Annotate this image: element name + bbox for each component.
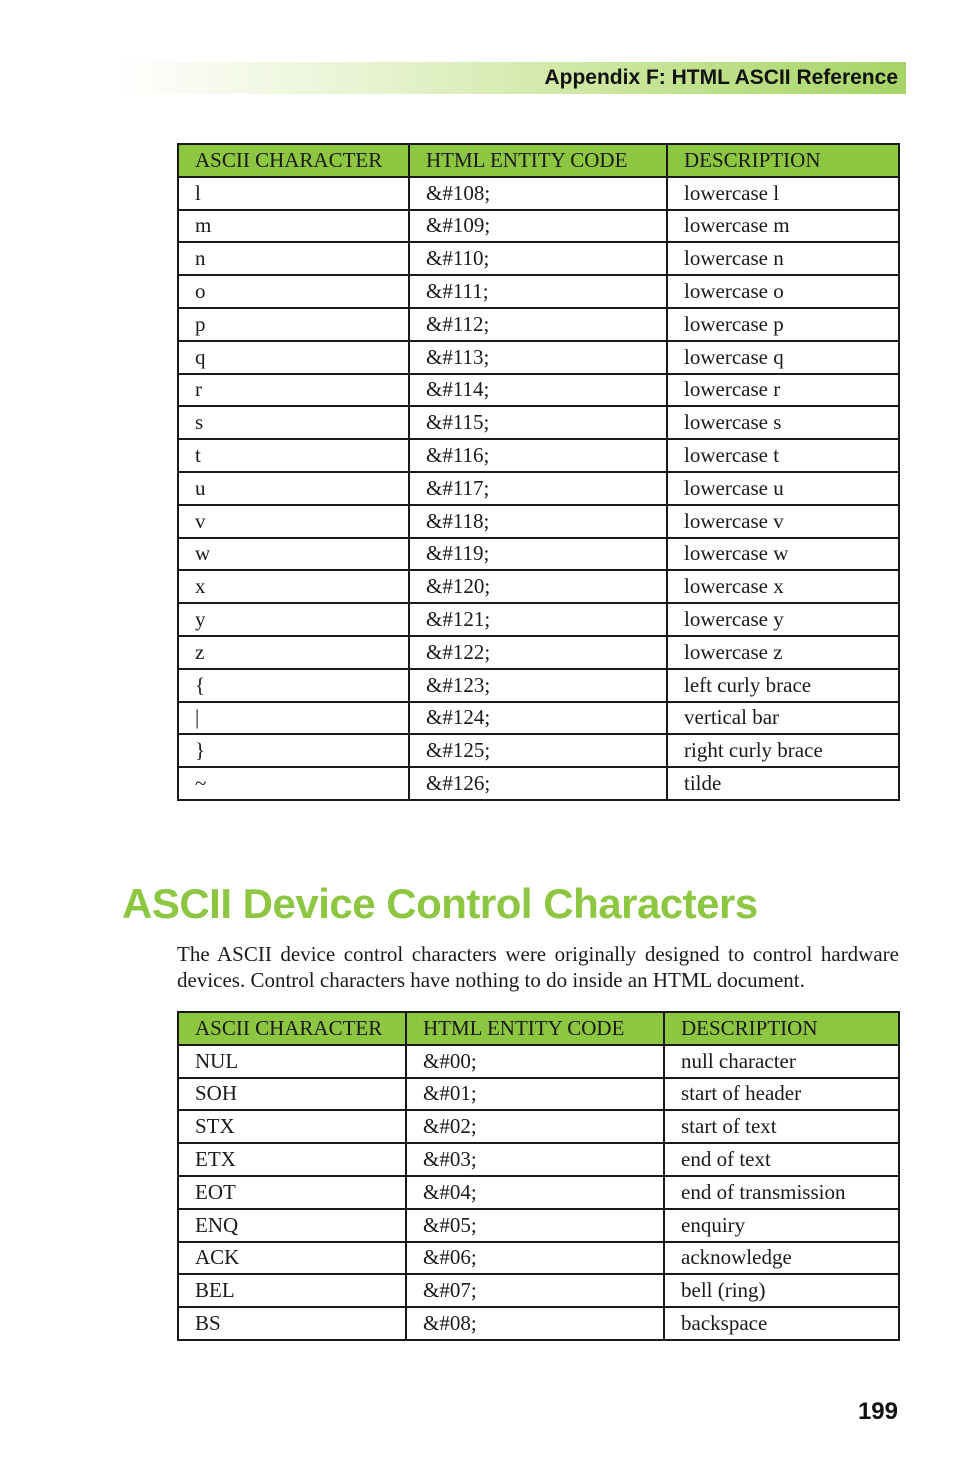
description-cell: lowercase o (667, 275, 899, 308)
entity-code-cell: &#03; (406, 1143, 664, 1176)
entity-code-cell: &#124; (409, 702, 667, 735)
table-row (178, 210, 899, 243)
entity-code-cell: &#05; (406, 1209, 664, 1242)
table-row (178, 1143, 899, 1176)
ascii-character-cell: u (178, 472, 409, 505)
entity-code-cell: &#115; (409, 406, 667, 439)
ascii-character-cell: p (178, 308, 409, 341)
entity-code-cell: &#07; (406, 1274, 664, 1307)
entity-code-cell: &#119; (409, 538, 667, 571)
table-row (178, 1110, 899, 1143)
ascii-character-cell: z (178, 636, 409, 669)
description-cell: end of text (664, 1143, 899, 1176)
ascii-character-cell: } (178, 734, 409, 767)
ascii-character-cell: o (178, 275, 409, 308)
entity-code-cell: &#108; (409, 177, 667, 210)
table-row (178, 341, 899, 374)
description-cell: lowercase v (667, 505, 899, 538)
table-row (178, 1176, 899, 1209)
description-cell: enquiry (664, 1209, 899, 1242)
entity-code-cell: &#118; (409, 505, 667, 538)
table-row (178, 374, 899, 407)
table-row (178, 603, 899, 636)
ascii-character-cell: v (178, 505, 409, 538)
entity-code-cell: &#110; (409, 242, 667, 275)
ascii-table-printable (177, 143, 900, 801)
column-header: ASCII CHARACTER (178, 1012, 406, 1045)
entity-code-cell: &#121; (409, 603, 667, 636)
ascii-table-control (177, 1011, 900, 1341)
description-cell: lowercase x (667, 570, 899, 603)
ascii-character-cell: SOH (178, 1078, 406, 1111)
table-row (178, 1209, 899, 1242)
column-header: DESCRIPTION (664, 1012, 899, 1045)
table-row (178, 1274, 899, 1307)
section-intro-paragraph: The ASCII device control characters were originally designed to control hardware devices. Control characters have nothing to do inside an HTML document. (177, 942, 899, 992)
table-row (178, 702, 899, 735)
description-cell: right curly brace (667, 734, 899, 767)
ascii-character-cell: ~ (178, 767, 409, 800)
description-cell: backspace (664, 1307, 899, 1340)
page-number: 199 (857, 1398, 898, 1425)
ascii-character-cell: x (178, 570, 409, 603)
description-cell: lowercase u (667, 472, 899, 505)
entity-code-cell: &#02; (406, 1110, 664, 1143)
table-row (178, 669, 899, 702)
table-row (178, 242, 899, 275)
ascii-character-cell: t (178, 439, 409, 472)
description-cell: lowercase r (667, 374, 899, 407)
table-row (178, 177, 899, 210)
column-header: DESCRIPTION (667, 144, 899, 177)
table-row (178, 734, 899, 767)
ascii-character-cell: r (178, 374, 409, 407)
table-row (178, 1307, 899, 1340)
description-cell: lowercase p (667, 308, 899, 341)
description-cell: start of text (664, 1110, 899, 1143)
table-row (178, 275, 899, 308)
entity-code-cell: &#06; (406, 1242, 664, 1275)
ascii-character-cell: w (178, 538, 409, 571)
entity-code-cell: &#111; (409, 275, 667, 308)
running-header-title: Appendix F: HTML ASCII Reference (544, 66, 898, 89)
ascii-character-cell: BEL (178, 1274, 406, 1307)
entity-code-cell: &#114; (409, 374, 667, 407)
entity-code-cell: &#04; (406, 1176, 664, 1209)
description-cell: vertical bar (667, 702, 899, 735)
description-cell: null character (664, 1045, 899, 1078)
description-cell: lowercase w (667, 538, 899, 571)
description-cell: lowercase l (667, 177, 899, 210)
entity-code-cell: &#08; (406, 1307, 664, 1340)
entity-code-cell: &#01; (406, 1078, 664, 1111)
table-row (178, 767, 899, 800)
table-row (178, 505, 899, 538)
description-cell: tilde (667, 767, 899, 800)
column-header: ASCII CHARACTER (178, 144, 409, 177)
table-row (178, 472, 899, 505)
description-cell: lowercase s (667, 406, 899, 439)
ascii-character-cell: q (178, 341, 409, 374)
table-row (178, 570, 899, 603)
entity-code-cell: &#113; (409, 341, 667, 374)
description-cell: lowercase t (667, 439, 899, 472)
description-cell: lowercase m (667, 210, 899, 243)
table-row (178, 439, 899, 472)
entity-code-cell: &#00; (406, 1045, 664, 1078)
description-cell: acknowledge (664, 1242, 899, 1275)
table-row (178, 1242, 899, 1275)
ascii-character-cell: y (178, 603, 409, 636)
ascii-character-cell: { (178, 669, 409, 702)
description-cell: lowercase y (667, 603, 899, 636)
entity-code-cell: &#117; (409, 472, 667, 505)
description-cell: start of header (664, 1078, 899, 1111)
table-header-row (178, 1012, 899, 1045)
ascii-character-cell: | (178, 702, 409, 735)
description-cell: bell (ring) (664, 1274, 899, 1307)
description-cell: lowercase q (667, 341, 899, 374)
ascii-character-cell: ACK (178, 1242, 406, 1275)
ascii-character-cell: s (178, 406, 409, 439)
ascii-character-cell: ENQ (178, 1209, 406, 1242)
entity-code-cell: &#109; (409, 210, 667, 243)
ascii-character-cell: m (178, 210, 409, 243)
description-cell: lowercase z (667, 636, 899, 669)
ascii-character-cell: ETX (178, 1143, 406, 1176)
ascii-character-cell: EOT (178, 1176, 406, 1209)
description-cell: left curly brace (667, 669, 899, 702)
description-cell: end of transmission (664, 1176, 899, 1209)
table-row (178, 1045, 899, 1078)
entity-code-cell: &#116; (409, 439, 667, 472)
description-cell: lowercase n (667, 242, 899, 275)
entity-code-cell: &#126; (409, 767, 667, 800)
entity-code-cell: &#125; (409, 734, 667, 767)
entity-code-cell: &#112; (409, 308, 667, 341)
table-row (178, 308, 899, 341)
table-row (178, 406, 899, 439)
entity-code-cell: &#120; (409, 570, 667, 603)
section-title: ASCII Device Control Characters (122, 880, 758, 927)
column-header: HTML ENTITY CODE (406, 1012, 664, 1045)
ascii-character-cell: BS (178, 1307, 406, 1340)
entity-code-cell: &#123; (409, 669, 667, 702)
entity-code-cell: &#122; (409, 636, 667, 669)
table-row (178, 636, 899, 669)
column-header: HTML ENTITY CODE (409, 144, 667, 177)
table-row (178, 1078, 899, 1111)
table-header-row (178, 144, 899, 177)
ascii-character-cell: STX (178, 1110, 406, 1143)
ascii-character-cell: n (178, 242, 409, 275)
ascii-character-cell: l (178, 177, 409, 210)
table-row (178, 538, 899, 571)
ascii-character-cell: NUL (178, 1045, 406, 1078)
